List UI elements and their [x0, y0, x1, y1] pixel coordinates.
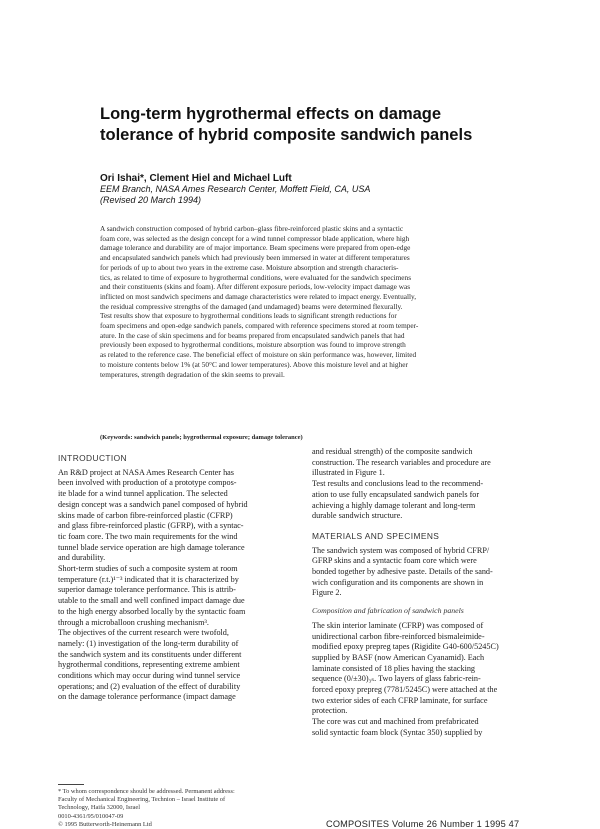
- body-line: achieving a highly damage tolerant and long-term: [312, 500, 476, 510]
- body-line: hygrothermal conditions, representing extreme ambient: [58, 660, 240, 670]
- body-line: The sandwich system was composed of hybrid CFRP/: [312, 545, 490, 555]
- abstract-line: A sandwich construction composed of hybrid carbon–glass fibre-reinforced plastic skins and a syntactic: [100, 224, 404, 233]
- body-line: unidirectional carbon fibre-reinforced bismaleimide-: [312, 631, 485, 641]
- body-line: supplied by BASF (now American Cyanamid). Each: [312, 652, 485, 662]
- body-line: wich configuration and its components are shown in: [312, 577, 484, 587]
- body-line: durable sandwich structure.: [312, 511, 403, 521]
- body-line: An R&D project at NASA Ames Research Center has: [58, 467, 234, 477]
- title-line: tolerance of hybrid composite sandwich panels: [100, 126, 473, 144]
- body-line: on the damage tolerance performance (impact damage: [58, 692, 236, 702]
- publication-info-line: © 1995 Butterworth-Heinemann Ltd: [58, 820, 152, 828]
- body-line: laminate consisted of 18 plies having the stacking: [312, 663, 476, 673]
- body-line: protection.: [312, 706, 348, 716]
- body-line: and residual strength) of the composite sandwich: [312, 447, 473, 456]
- body-line: illustrated in Figure 1.: [312, 468, 385, 478]
- right-column: [312, 447, 560, 739]
- body-line: construction. The research variables and procedure are: [312, 457, 491, 467]
- abstract-line: previously been exposed to hygrothermal conditions, moisture absorption was found to improve strength: [100, 340, 406, 350]
- body-line: two exterior sides of each CFRP laminate, for surface: [312, 695, 488, 705]
- keywords: (Keywords: sandwich panels; hygrothermal exposure; damage tolerance): [100, 434, 303, 441]
- body-line: The skin interior laminate (CFRP) was composed of: [312, 620, 484, 630]
- abstract-line: damage tolerance and durability are of major importance. Beam specimens were prepared from open-edge: [100, 243, 411, 253]
- body-line: conditions which may occur during wind tunnel service: [58, 671, 241, 681]
- revised-date: (Revised 20 March 1994): [100, 195, 202, 206]
- abstract-line: inflicted on most sandwich specimens and damage characteristics were related to impact energy. Eventually,: [100, 291, 417, 301]
- left-column: [58, 453, 306, 703]
- abstract-line: and their constituents (skins and foam). After different exposure periods, low-velocity impact damage was: [100, 282, 411, 292]
- title-line: Long-term hygrothermal effects on damage: [100, 105, 442, 123]
- body-line: forced epoxy prepreg (7781/5245C) were attached at the: [312, 685, 498, 695]
- body-line: tunnel blade service operation are high damage tolerance: [58, 542, 245, 552]
- body-line: to the high energy absorbed locally by the syntactic foam: [58, 606, 246, 616]
- body-line: and durability.: [58, 553, 106, 563]
- affiliation: [100, 184, 370, 206]
- journal-footer: COMPOSITES Volume 26 Number 1 1995 47: [326, 819, 520, 829]
- abstract-line: temperatures, strength degradation of the skin seems to prevail.: [100, 369, 285, 379]
- abstract-line: for periods of up to about two years in the extreme case. Moisture absorption and strength characteris-: [100, 262, 399, 272]
- article-title: [100, 104, 540, 146]
- body-line: The objectives of the current research were twofold,: [58, 628, 229, 638]
- body-line: solid syntactic foam block (Syntac 350) supplied by: [312, 727, 483, 737]
- footnote-rule: [58, 784, 84, 785]
- footnote: [58, 788, 235, 811]
- abstract-line: the residual compressive strengths of the damaged (and undamaged) beams were determined flexurally.: [100, 301, 403, 311]
- abstract-line: and encapsulated sandwich panels which had previously been immersed in water at different temperatures: [100, 253, 410, 263]
- body-line: utable to the small and well confined impact damage due: [58, 596, 245, 606]
- abstract-line: as related to the reference case. The beneficial effect of moisture on skin performance was, however, limited: [100, 350, 417, 360]
- abstract: [100, 224, 546, 379]
- abstract-line: tics, as related to time of exposure to hygrothermal conditions, were evaluated for the sandwich specimens: [100, 272, 412, 282]
- body-line: Test results and conclusions lead to the recommend-: [312, 479, 484, 489]
- footnote-line: Faculty of Mechanical Engineering, Technion – Israel Institute of: [58, 795, 226, 803]
- body-line: The core was cut and machined from prefabricated: [312, 717, 479, 727]
- publication-info: [58, 813, 152, 829]
- body-line: ite blade for a wind tunnel application. The selected: [58, 489, 228, 499]
- authors: Ori Ishai*, Clement Hiel and Michael Luft: [100, 173, 292, 184]
- body-line: modified epoxy prepreg tapes (Rigidite G40-600/5245C): [312, 642, 499, 652]
- body-line: Figure 2.: [312, 588, 342, 598]
- body-line: through a microballoon crushing mechanism³.: [58, 617, 209, 627]
- body-line: Short-term studies of such a composite system at room: [58, 564, 238, 574]
- body-line: superior damage tolerance performance. This is attrib-: [58, 585, 236, 595]
- abstract-line: ature. In the case of skin specimens and for beams prepared from encapsulated sandwich panels that had: [100, 330, 405, 340]
- body-line: design concept was a sandwich panel composed of hybrid: [58, 499, 248, 509]
- section-heading-materials: MATERIALS AND SPECIMENS: [312, 530, 440, 541]
- body-line: and glass fibre-reinforced plastic (GFRP), with a syntac-: [58, 521, 244, 531]
- paragraph-gap: [312, 522, 560, 531]
- abstract-line: to moisture contents below 1% (at 50°C and lower temperatures). Above this moisture level and at higher: [100, 359, 408, 369]
- body-line: namely: (1) investigation of the long-term durability of: [58, 638, 239, 648]
- body-line: temperature (r.t.)¹⁻³ indicated that it is characterized by: [58, 574, 239, 584]
- section-heading-introduction: INTRODUCTION: [58, 453, 128, 463]
- body-line: bonded together by adhesive paste. Details of the sand-: [312, 567, 493, 577]
- footnote-line: Technology, Haifa 32000, Israel: [58, 803, 141, 811]
- body-line: GFRP skins and a syntactic foam core which were: [312, 556, 477, 566]
- abstract-line: foam core, was selected as the design concept for a wind tunnel compressor blade application, where high: [100, 233, 410, 243]
- body-line: sequence (0/±30)₃ₛ. Two layers of glass fabric-rein-: [312, 674, 481, 684]
- subsection-heading: Composition and fabrication of sandwich panels: [312, 606, 464, 616]
- abstract-line: Test results show that exposure to hygrothermal conditions leads to significant strength reductions for: [100, 311, 397, 321]
- body-line: operations; and (2) evaluation of the effect of durability: [58, 681, 241, 691]
- abstract-line: foam specimens and open-edge sandwich panels, compared with reference specimens stored at room temper-: [100, 321, 419, 331]
- body-line: tic foam core. The two main requirements for the wind: [58, 531, 238, 541]
- footnote-line: * To whom correspondence should be addressed. Permanent address:: [58, 788, 235, 795]
- body-line: the sandwich system and its constituents under different: [58, 649, 242, 659]
- body-line: ation to use fully encapsulated sandwich panels for: [312, 489, 480, 499]
- publication-info-line: 0010-4361/95/010047-09: [58, 813, 124, 820]
- body-line: skins made of carbon fibre-reinforced plastic (CFRP): [58, 510, 233, 520]
- affiliation-institution: EEM Branch, NASA Ames Research Center, Moffett Field, CA, USA: [100, 184, 371, 194]
- body-line: been involved with production of a prototype compos-: [58, 478, 237, 488]
